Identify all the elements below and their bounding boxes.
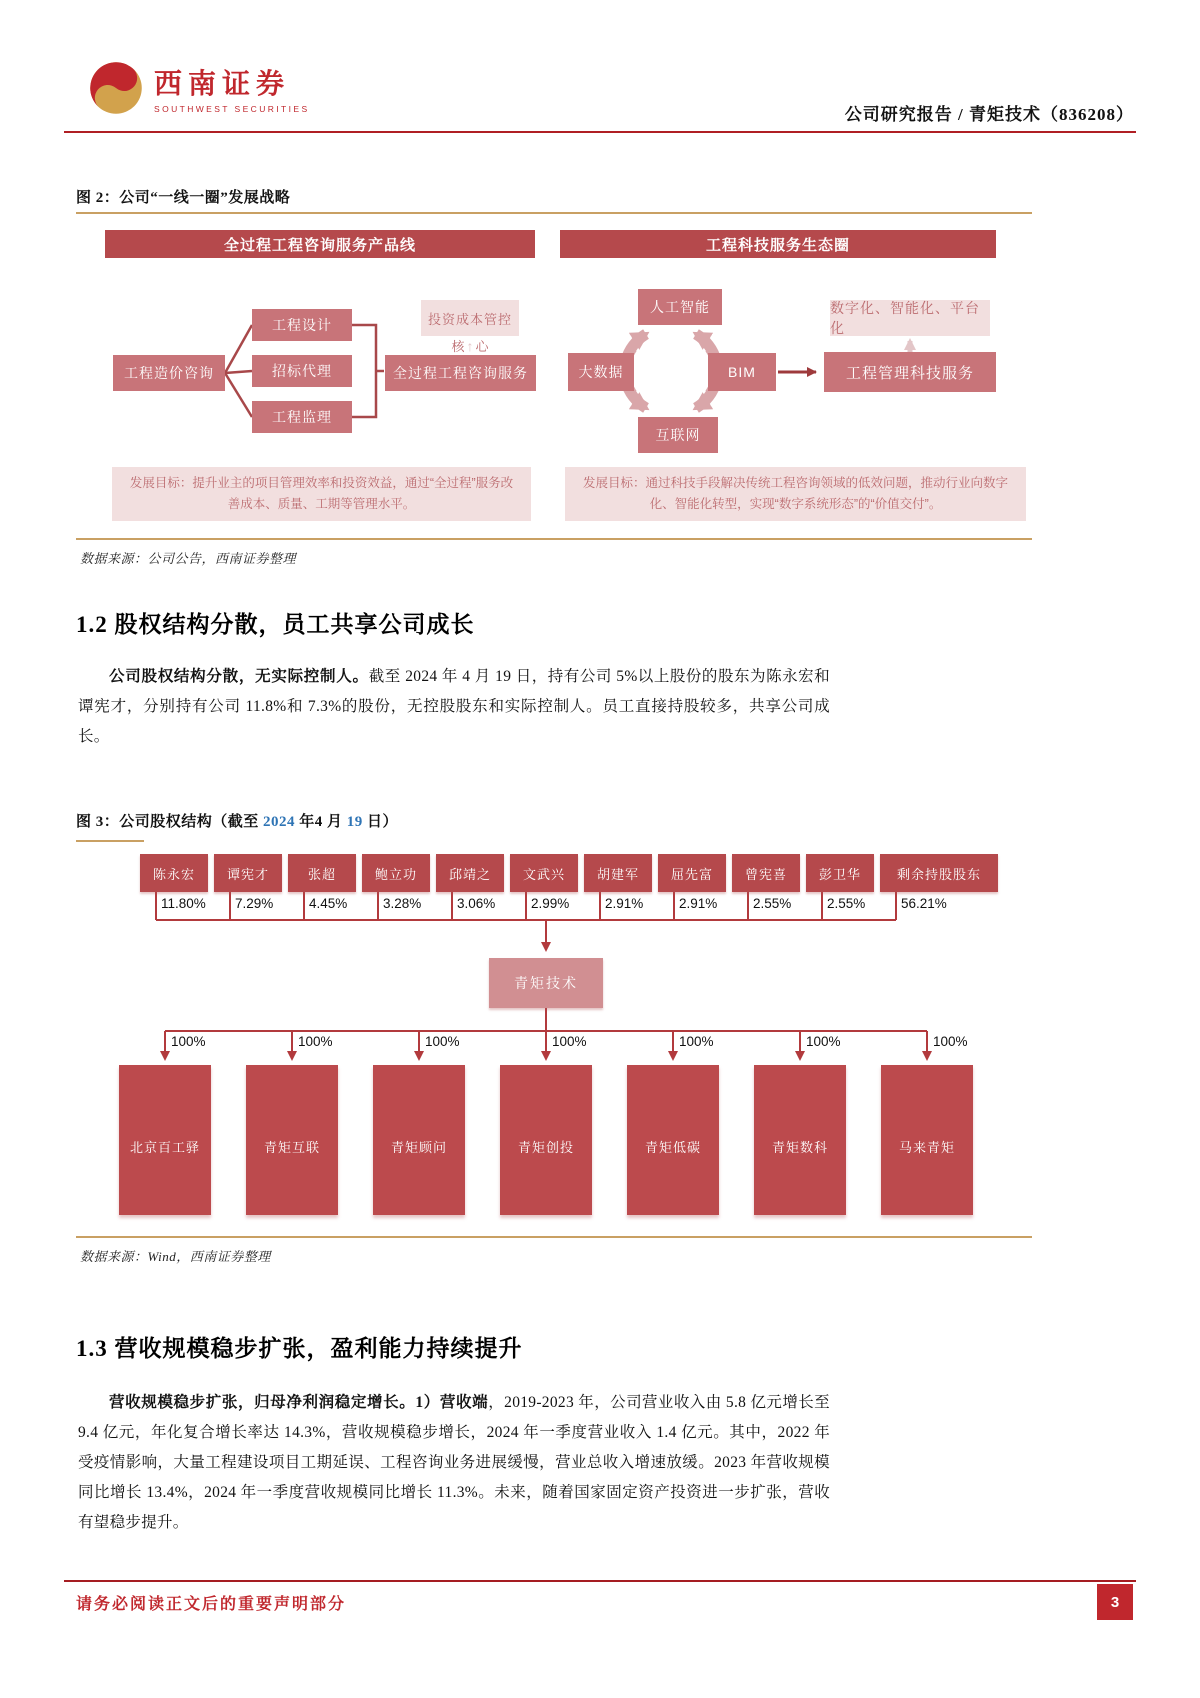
shareholder-name: 陈永宏: [140, 854, 208, 892]
page-number-badge: 3: [1097, 1584, 1133, 1620]
shareholder-name: 谭宪才: [214, 854, 282, 892]
logo-en-text: SOUTHWEST SECURITIES: [154, 104, 310, 114]
footer-divider: [64, 1580, 1136, 1582]
section-1-2-paragraph: 公司股权结构分散，无实际控制人。截至 2024 年 4 月 19 日，持有公司 5%以上股份的股东为陈永宏和谭宪才，分别持有公司 11.8%和 7.3%的股份，无控股股东和实际控制人。员工直接持股较多，共享公司成长。: [78, 668, 830, 745]
goal-right: 发展目标：通过科技手段解决传统工程咨询领域的低效问题，推动行业向数字化、智能化转型，实现“数字系统形态”的“价值交付”。: [565, 467, 1026, 521]
subsidiary-node: 马来青矩: [881, 1065, 973, 1215]
shareholder-pct: 4.45%: [309, 896, 348, 911]
shareholder-name: 文武兴: [510, 854, 578, 892]
report-title: 公司研究报告 / 青矩技术（836208）: [844, 105, 1134, 124]
ownership-pct: 100%: [171, 1034, 206, 1049]
shareholder-pct: 2.99%: [531, 896, 570, 911]
shareholder-item: [880, 854, 998, 911]
figure3-org-chart: [90, 848, 1110, 1228]
shareholder-pct: 2.55%: [827, 896, 866, 911]
shareholder-item: [436, 854, 504, 911]
ownership-pct: 100%: [806, 1034, 841, 1049]
shareholder-item: [658, 854, 726, 911]
company-node: 青矩技术: [489, 958, 603, 1008]
subsidiary-node: 北京百工驿: [119, 1065, 211, 1215]
ownership-pct: 100%: [298, 1034, 333, 1049]
shareholder-item: [288, 854, 356, 911]
shareholder-item: [214, 854, 282, 911]
logo-cn-text: 西南证券: [154, 69, 291, 100]
figure2-right-header-bar: 工程科技服务生态圈: [560, 230, 996, 258]
subsidiary-node: 青矩低碳: [627, 1065, 719, 1215]
subsidiary-node: 青矩数科: [754, 1065, 846, 1215]
subsidiary-node: 青矩顾问: [373, 1065, 465, 1215]
node-ai: 人工智能: [638, 289, 722, 325]
shareholder-pct: 2.91%: [605, 896, 644, 911]
figure2-top-rule: [76, 212, 1032, 214]
node-bigdata: 大数据: [568, 353, 634, 391]
section-1-2-heading: 1.2 股权结构分散，员工共享公司成长: [76, 612, 475, 637]
shareholder-name: 胡建军: [584, 854, 652, 892]
shareholder-pct: 11.80%: [161, 896, 206, 911]
note-digitalization: 数字化、智能化、平台化: [830, 300, 990, 336]
ownership-pct: 100%: [552, 1034, 587, 1049]
shareholder-pct: 3.06%: [457, 896, 496, 911]
node-internet: 互联网: [638, 417, 718, 453]
shareholder-name: 剩余持股股东: [880, 854, 998, 892]
ownership-pct: 100%: [933, 1034, 968, 1049]
figure2-caption: 图 2：公司“一线一圈”发展战略: [76, 190, 291, 206]
shareholder-item: [732, 854, 800, 911]
node-whole-process-service: 全过程工程咨询服务: [385, 355, 536, 391]
node-bidding-agency: 招标代理: [252, 355, 352, 387]
shareholder-item: [584, 854, 652, 911]
node-engineering-design: 工程设计: [252, 309, 352, 341]
shareholder-name: 彭卫华: [806, 854, 874, 892]
shareholder-item: [510, 854, 578, 911]
shareholder-row: [140, 854, 998, 911]
shareholder-item: [140, 854, 208, 911]
figure3-caption-underline: [76, 840, 144, 842]
shareholder-name: 曾宪喜: [732, 854, 800, 892]
shareholder-name: 屈先富: [658, 854, 726, 892]
subsidiary-node: 青矩互联: [246, 1065, 338, 1215]
figure3-source: 数据来源：Wind，西南证券整理: [80, 1249, 271, 1264]
shareholder-name: 邱靖之: [436, 854, 504, 892]
note-investment-cost-control: 投资成本管控: [421, 300, 519, 336]
figure2-left-header-bar: 全过程工程咨询服务产品线: [105, 230, 535, 258]
goal-left: 发展目标：提升业主的项目管理效率和投资效益，通过“全过程”服务改善成本、质量、工期等管理水平。: [112, 467, 531, 521]
section-1-3-heading: 1.3 营收规模稳步扩张，盈利能力持续提升: [76, 1336, 523, 1361]
shareholder-pct: 2.91%: [679, 896, 718, 911]
footer-disclaimer: 请务必阅读正文后的重要声明部分: [76, 1596, 347, 1613]
logo-swirl-icon: [88, 60, 144, 116]
figure2-source: 数据来源：公司公告，西南证券整理: [80, 551, 297, 566]
shareholder-pct: 7.29%: [235, 896, 274, 911]
shareholder-pct: 3.28%: [383, 896, 422, 911]
shareholder-pct: 56.21%: [901, 896, 947, 911]
figure2-diagram: [76, 222, 1032, 534]
shareholder-item: [806, 854, 874, 911]
subsidiary-node: 青矩创投: [500, 1065, 592, 1215]
node-tech-service: 工程管理科技服务: [824, 352, 996, 392]
shareholder-name: 鲍立功: [362, 854, 430, 892]
shareholder-pct: 2.55%: [753, 896, 792, 911]
node-supervision: 工程监理: [252, 401, 352, 433]
company-logo: [88, 60, 310, 116]
core-label: 核 ↑ 心: [451, 337, 489, 354]
ownership-pct: 100%: [425, 1034, 460, 1049]
figure3-bottom-rule: [76, 1236, 1032, 1238]
shareholder-name: 张超: [288, 854, 356, 892]
section-1-3-paragraph: 营收规模稳步扩张，归母净利润稳定增长。1）营收端，2019-2023 年，公司营业收入由 5.8 亿元增长至 9.4 亿元，年化复合增长率达 14.3%，营收规模稳步增长，2024 年一季度营业收入 1.4 亿元。其中，2022 年受疫情影响，大量工程建设项目工期延误、工程咨询业务进展缓慢，营业总收入增速放缓。2023 年营收规模同比增长 13.4%，2024 年一季度营收规模同比增长 11.3%。未来，随着国家固定资产投资进一步扩张，营收有望稳步提升。: [78, 1394, 830, 1531]
figure2-bottom-rule: [76, 538, 1032, 540]
node-cost-consulting: 工程造价咨询: [113, 355, 225, 391]
shareholder-item: [362, 854, 430, 911]
header-divider: [64, 131, 1136, 133]
node-bim: BIM: [708, 353, 776, 391]
figure3-caption: 图 3：公司股权结构（截至 2024 年4 月 19 日）: [76, 814, 399, 830]
ownership-pct: 100%: [679, 1034, 714, 1049]
up-arrow-icon: ↑: [466, 337, 474, 354]
